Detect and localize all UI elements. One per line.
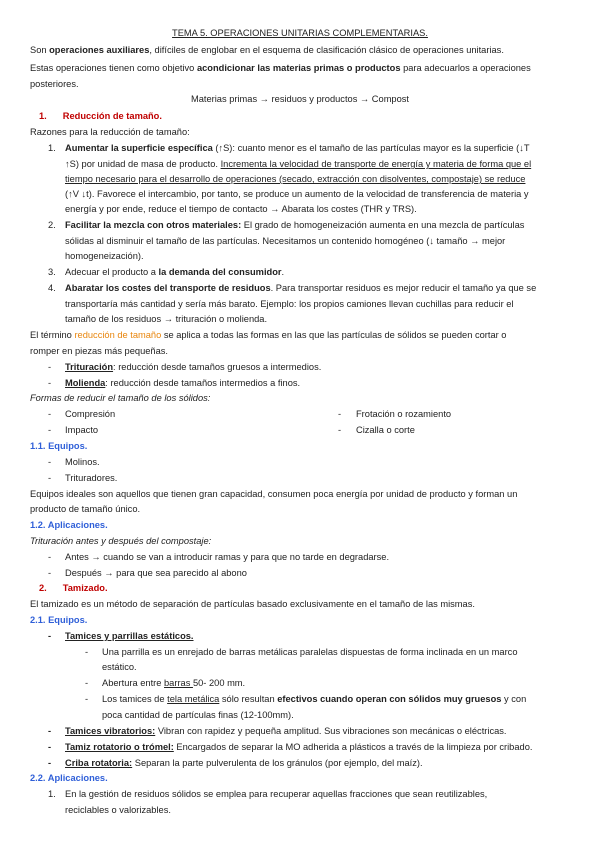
reason-4-num: 4. xyxy=(48,283,56,293)
tamices-estaticos-heading: Tamices y parrillas estáticos. xyxy=(65,631,194,641)
reason-1-line-4: (↑V ↓t). Favorece el intercambio, por tanto, se produce un aumento de la velocidad de transferencia de materia y xyxy=(65,189,529,199)
forma-cizalla: Cizalla o corte xyxy=(356,425,415,435)
flow-line: Materias primas → residuos y productos → Compost xyxy=(190,94,410,104)
section-1-2-heading: 1.2. Aplicaciones. xyxy=(30,520,108,530)
reason-4-line-2: transportaría más cantidad y sería más barato. Ejemplo: los propios camiones llevan cuchillas para reducir el xyxy=(65,299,514,309)
reason-1-line-3: tiempo necesario para el desarrollo de operaciones (secado, extracción con disolventes, compostaje) se reduce xyxy=(65,174,526,184)
reason-1: Aumentar la superficie específica (↑S): cuanto menor es el tamaño de las partículas mayor es la superficie (↓T xyxy=(65,143,530,153)
bullet-dash: - xyxy=(48,409,52,419)
tela-metalica-item-cont: poca cantidad de partículas finas (12-100mm). xyxy=(102,710,294,720)
bullet-dash: - xyxy=(48,362,52,372)
parrilla-desc-cont: estático. xyxy=(102,662,137,672)
aplicacion-antes: Antes → cuando se van a introducir ramas y para que no tarde en degradarse. xyxy=(65,552,390,562)
reason-3-num: 3. xyxy=(48,267,56,277)
reason-4-line-3: tamaño de los residuos → trituración o molienda. xyxy=(65,314,268,324)
reason-1-line-2: ↑S) por unidad de masa de producto. Incrementa la velocidad de transporte de energía y materia de forma que el xyxy=(65,159,532,169)
reason-2-num: 2. xyxy=(48,220,56,230)
tamices-vibratorios-item: Tamices vibratorios: Vibran con rapidez y pequeña amplitud. Sus vibraciones son mecánicas o eléctricas. xyxy=(65,726,507,736)
equipos-paragraph-cont: producto de tamaño único. xyxy=(30,504,141,514)
equipos-paragraph: Equipos ideales son aquellos que tienen gran capacidad, consumen poca energía por unidad de producto y forman un xyxy=(30,489,518,499)
bullet-dash: - xyxy=(48,568,52,578)
bullet-dash: - xyxy=(338,425,342,435)
reason-4: Abaratar los costes del transporte de residuos. Para transportar residuos es mejor reducir el tamaño ya que se xyxy=(65,283,537,293)
bullet-dash: - xyxy=(85,694,89,704)
reason-2-line-3: homogeneización). xyxy=(65,251,144,261)
forma-impacto: Impacto xyxy=(65,425,99,435)
equipo-molinos: Molinos. xyxy=(65,457,100,467)
reason-1-num: 1. xyxy=(48,143,56,153)
bullet-dash: - xyxy=(48,758,52,768)
bullet-dash: - xyxy=(48,473,52,483)
aplicacion-1-cont: reciclables o valorizables. xyxy=(65,805,171,815)
bullet-dash: - xyxy=(48,378,52,388)
equipo-trituradores: Trituradores. xyxy=(65,473,118,483)
razones-intro: Razones para la reducción de tamaño: xyxy=(30,127,190,137)
tamizado-paragraph: El tamizado es un método de separación de partículas basado exclusivamente en el tamaño de las mismas. xyxy=(30,599,475,609)
aplicacion-despues: Después → para que sea parecido al abono xyxy=(65,568,247,578)
bullet-dash: - xyxy=(48,552,52,562)
bullet-dash: - xyxy=(48,742,52,752)
formas-heading: Formas de reducir el tamaño de los sólidos: xyxy=(30,393,211,403)
term-paragraph-cont: romper en piezas más pequeñas. xyxy=(30,346,168,356)
bullet-dash: - xyxy=(48,425,52,435)
intro-paragraph-2: Estas operaciones tienen como objetivo acondicionar las materias primas o productos para adecuarlos a operaciones xyxy=(30,63,531,73)
bullet-dash: - xyxy=(85,647,89,657)
bullet-dash: - xyxy=(48,726,52,736)
intro-paragraph-1: Son operaciones auxiliares, difíciles de englobar en el esquema de clasificación clásico de operaciones unitarias. xyxy=(30,45,504,55)
bullet-dash: - xyxy=(338,409,342,419)
molienda-item: Molienda: reducción desde tamaños intermedios a finos. xyxy=(65,378,301,388)
section-2-1-heading: 2.1. Equipos. xyxy=(30,615,88,625)
reason-2: Facilitar la mezcla con otros materiales: El grado de homogeneización aumenta en una mezcla de partículas xyxy=(65,220,525,230)
bullet-dash: - xyxy=(48,631,52,641)
aplicaciones-sub: Trituración antes y después del compostaje: xyxy=(30,536,212,546)
section-1-heading: 1. Reducción de tamaño. xyxy=(39,111,162,121)
aplicacion-1: En la gestión de residuos sólidos se emplea para recuperar aquellas fracciones que sean reutilizables, xyxy=(65,789,488,799)
tromel-item: Tamiz rotatorio o trómel: Encargados de separar la MO adherida a plásticos a través de la limpieza por cribado. xyxy=(65,742,533,752)
section-2-2-heading: 2.2. Aplicaciones. xyxy=(30,773,108,783)
forma-frotacion: Frotación o rozamiento xyxy=(356,409,452,419)
parrilla-desc: Una parrilla es un enrejado de barras metálicas paralelas dispuestas de forma inclinada en un marco xyxy=(102,647,518,657)
intro-paragraph-2-cont: posteriores. xyxy=(30,79,79,89)
section-1-1-heading: 1.1. Equipos. xyxy=(30,441,88,451)
bullet-dash: - xyxy=(48,457,52,467)
reason-2-line-2: sólidas al disminuir el tamaño de las partículas. Necesitamos un contenido homogéneo (↓ tamaño → mejor xyxy=(65,236,506,246)
bullet-dash: - xyxy=(85,678,89,688)
criba-item: Criba rotatoria: Separan la parte pulverulenta de los gránulos (por ejemplo, del maíz). xyxy=(65,758,423,768)
forma-compresion: Compresión xyxy=(65,409,116,419)
reason-3: Adecuar el producto a la demanda del consumidor. xyxy=(65,267,285,277)
page-title: TEMA 5. OPERACIONES UNITARIAS COMPLEMENTARIAS. xyxy=(172,28,428,38)
section-2-heading: 2. Tamizado. xyxy=(39,583,108,593)
abertura-item: Abertura entre barras 50- 200 mm. xyxy=(102,678,246,688)
tela-metalica-item: Los tamices de tela metálica sólo resultan efectivos cuando operan con sólidos muy gruesos y con xyxy=(102,694,527,704)
reason-1-line-5: energía y por ende, reduce el tiempo de contacto → Abarata los costes (THR y TRS). xyxy=(65,204,417,214)
term-paragraph: El término reducción de tamaño se aplica a todas las formas en las que las partículas de sólidos se pueden cortar o xyxy=(30,330,507,340)
trituracion-item: Trituración: reducción desde tamaños gruesos a intermedios. xyxy=(65,362,322,372)
aplicacion-1-num: 1. xyxy=(48,789,56,799)
